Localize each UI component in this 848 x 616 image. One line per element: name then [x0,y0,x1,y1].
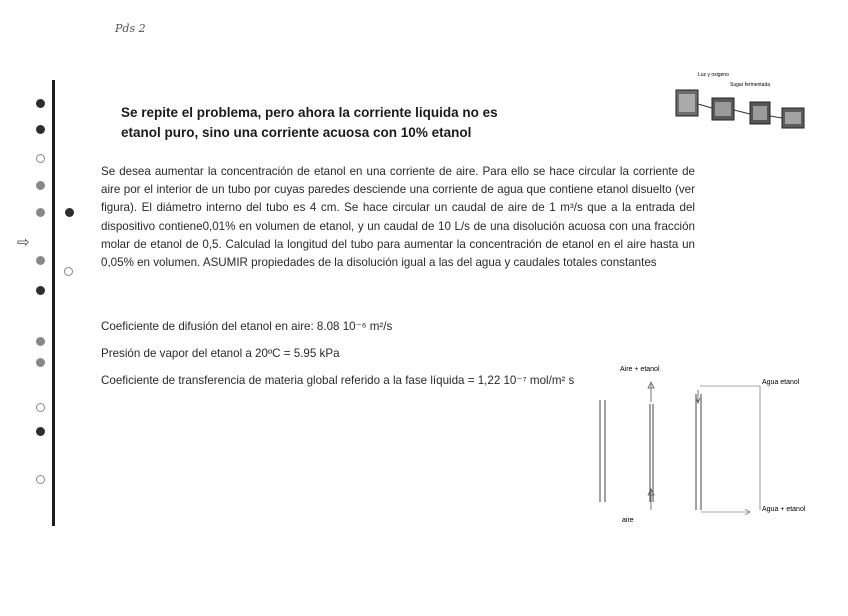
punch-hole [36,337,45,346]
diffusion-coefficient-line: Coeficiente de difusión del etanol en aire: 8.08 10⁻⁶ m²/s [101,320,393,333]
punch-hole [36,208,45,217]
mass-transfer-coefficient-line: Coeficiente de transferencia de materia global referido a la fase líquida = 1,22 10⁻⁷ mol/m² s [101,374,575,387]
fig-label-water-ethanol: Agua etanol [762,379,800,386]
vapor-pressure-line: Presión de vapor del etanol a 20ºC = 5.95 kPa [101,347,340,360]
fig-label-air: aire [622,517,634,524]
binder-strip [52,80,55,526]
title-line-1: Se repite el problema, pero ahora la corriente liquida no es [121,105,498,120]
fig-label-water-plus-ethanol: Agua + etanol [762,506,806,513]
title-line-2: etanol puro, sino una corriente acuosa con 10% etanol [121,125,472,140]
punch-hole [36,154,45,163]
tube-schematic [590,362,840,532]
punch-hole [36,256,45,265]
problem-title [121,103,541,143]
punch-hole [36,358,45,367]
punch-hole [36,403,45,412]
punch-hole [36,286,45,295]
fig-label-air-ethanol: Aire + etanol [620,366,660,373]
problem-statement: Se desea aumentar la concentración de etanol en una corriente de aire. Para ello se hace circular la corriente de aire por el interior de un tubo por cuyas paredes desciende una corriente de agua que contiene etanol disuelto (ver figura). El diámetro interno del tubo es 4 cm. Se hace circular un caudal de aire de 1 m³/s que a la entrada del dispositivo contiene0,01% en volumen de etanol, y un caudal de 10 L/s de una disolución acuosa con una fracción molar de etanol de 0,5. Calculad la longitud del tubo para aumentar la concentración de etanol en el aire hasta un 0,05% en volumen. ASUMIR propiedades de la disolución igual a las del agua y caudales totales constantes [101,165,695,270]
binder-arrow-icon: ⇨ [17,234,30,251]
photo-label-1: Luz y oxigeno [698,72,729,78]
handwritten-note: Pds 2 [115,22,146,35]
punch-hole [36,99,45,108]
photo-label-2: Sugar fermentada [730,82,771,88]
punch-hole [36,475,45,484]
punch-hole [64,267,73,276]
punch-hole [36,181,45,190]
punch-hole [36,125,45,134]
punch-hole [36,427,45,436]
punch-hole [65,208,74,217]
flasks-photo [672,70,812,130]
